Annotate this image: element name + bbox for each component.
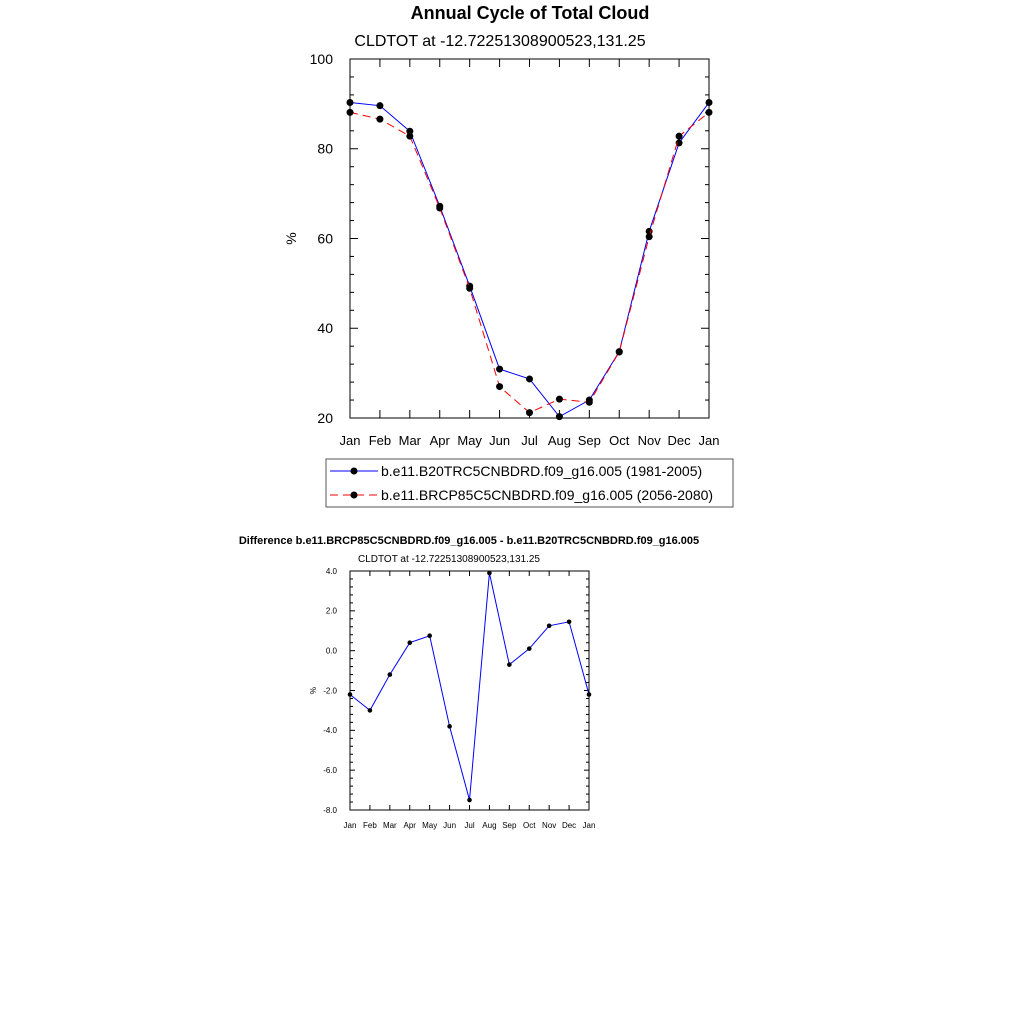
data-point <box>706 99 713 106</box>
data-point <box>616 349 623 356</box>
x-tick-label: May <box>457 433 482 448</box>
series-line <box>350 573 589 800</box>
data-point <box>526 375 533 382</box>
data-point <box>487 571 492 576</box>
x-tick-label: Nov <box>637 433 661 448</box>
data-point <box>587 692 592 697</box>
x-tick-label: Jan <box>339 433 361 448</box>
y-tick-label: 100 <box>309 50 333 67</box>
data-point <box>347 109 354 116</box>
x-tick-label: Jul <box>464 821 475 830</box>
y-tick-label: -4.0 <box>323 726 337 736</box>
data-point <box>447 724 452 729</box>
y-tick-label: 60 <box>317 230 333 247</box>
y-tick-label: 20 <box>317 409 333 426</box>
data-point <box>407 640 412 645</box>
data-point <box>388 672 393 677</box>
data-point <box>376 102 383 109</box>
data-point <box>556 396 563 403</box>
data-point <box>507 662 512 667</box>
y-tick-label: -8.0 <box>323 805 337 815</box>
y-axis-label: % <box>283 232 299 245</box>
x-tick-label: Feb <box>368 433 392 448</box>
series-line <box>350 112 709 412</box>
data-point <box>467 798 472 803</box>
data-point <box>368 708 373 713</box>
y-axis-label: % <box>309 686 318 695</box>
x-tick-label: Apr <box>429 433 450 448</box>
series-line <box>350 103 709 417</box>
x-tick-label: Jan <box>698 433 720 448</box>
x-tick-label: Apr <box>403 821 416 830</box>
data-point <box>706 109 713 116</box>
x-tick-label: Mar <box>382 821 397 830</box>
legend-label: b.e11.BRCP85C5CNBDRD.f09_g16.005 (2056-2080) <box>381 487 714 503</box>
x-tick-label: Sep <box>577 433 601 448</box>
difference-chart <box>309 567 595 830</box>
x-tick-label: Oct <box>523 821 536 830</box>
plot-frame <box>350 59 709 418</box>
data-point <box>466 285 473 292</box>
x-tick-label: Aug <box>482 821 497 830</box>
x-tick-label: Aug <box>547 433 571 448</box>
data-point <box>586 399 593 406</box>
data-point <box>496 366 503 373</box>
data-point <box>436 204 443 211</box>
chart-title: Annual Cycle of Total Cloud <box>410 3 650 23</box>
y-tick-label: 0.0 <box>325 646 337 656</box>
x-tick-label: Jan <box>582 821 596 830</box>
y-tick-label: 80 <box>317 140 333 157</box>
x-tick-label: Feb <box>363 821 377 830</box>
data-point <box>646 233 653 240</box>
x-tick-label: Dec <box>667 433 691 448</box>
y-tick-label: -6.0 <box>323 765 337 775</box>
legend-marker <box>351 492 358 499</box>
x-tick-label: Mar <box>398 433 422 448</box>
chart-legend <box>326 459 733 507</box>
data-point <box>547 623 552 628</box>
data-point <box>376 116 383 123</box>
data-point <box>567 619 572 624</box>
data-point <box>526 409 533 416</box>
data-point <box>496 383 503 390</box>
x-tick-label: Sep <box>502 821 517 830</box>
legend-marker <box>351 468 358 475</box>
data-point <box>556 413 563 420</box>
y-tick-label: 2.0 <box>325 606 337 616</box>
legend-label: b.e11.B20TRC5CNBDRD.f09_g16.005 (1981-2005) <box>381 463 703 479</box>
x-tick-label: Nov <box>542 821 557 830</box>
data-point <box>348 692 353 697</box>
data-point <box>676 133 683 140</box>
x-tick-label: Jun <box>489 433 511 448</box>
x-tick-label: Jan <box>343 821 357 830</box>
data-point <box>427 633 432 638</box>
x-tick-label: Oct <box>609 433 630 448</box>
difference-chart-title: Difference b.e11.BRCP85C5CNBDRD.f09_g16.005 - b.e11.B20TRC5CNBDRD.f09_g16.005 <box>238 535 700 547</box>
y-tick-label: 4.0 <box>325 566 337 576</box>
chart-subtitle: CLDTOT at -12.72251308900523,131.25 <box>354 33 646 50</box>
x-tick-label: May <box>422 821 438 830</box>
plot-frame <box>350 571 589 810</box>
data-point <box>527 646 532 651</box>
difference-chart-subtitle: CLDTOT at -12.72251308900523,131.25 <box>358 554 540 565</box>
y-tick-label: -2.0 <box>323 686 337 696</box>
x-tick-label: Jul <box>521 433 538 448</box>
annual-cycle-chart <box>283 51 719 448</box>
y-tick-label: 40 <box>317 320 333 337</box>
x-tick-label: Dec <box>561 821 577 830</box>
x-tick-label: Jun <box>443 821 457 830</box>
data-point <box>347 99 354 106</box>
data-point <box>406 133 413 140</box>
